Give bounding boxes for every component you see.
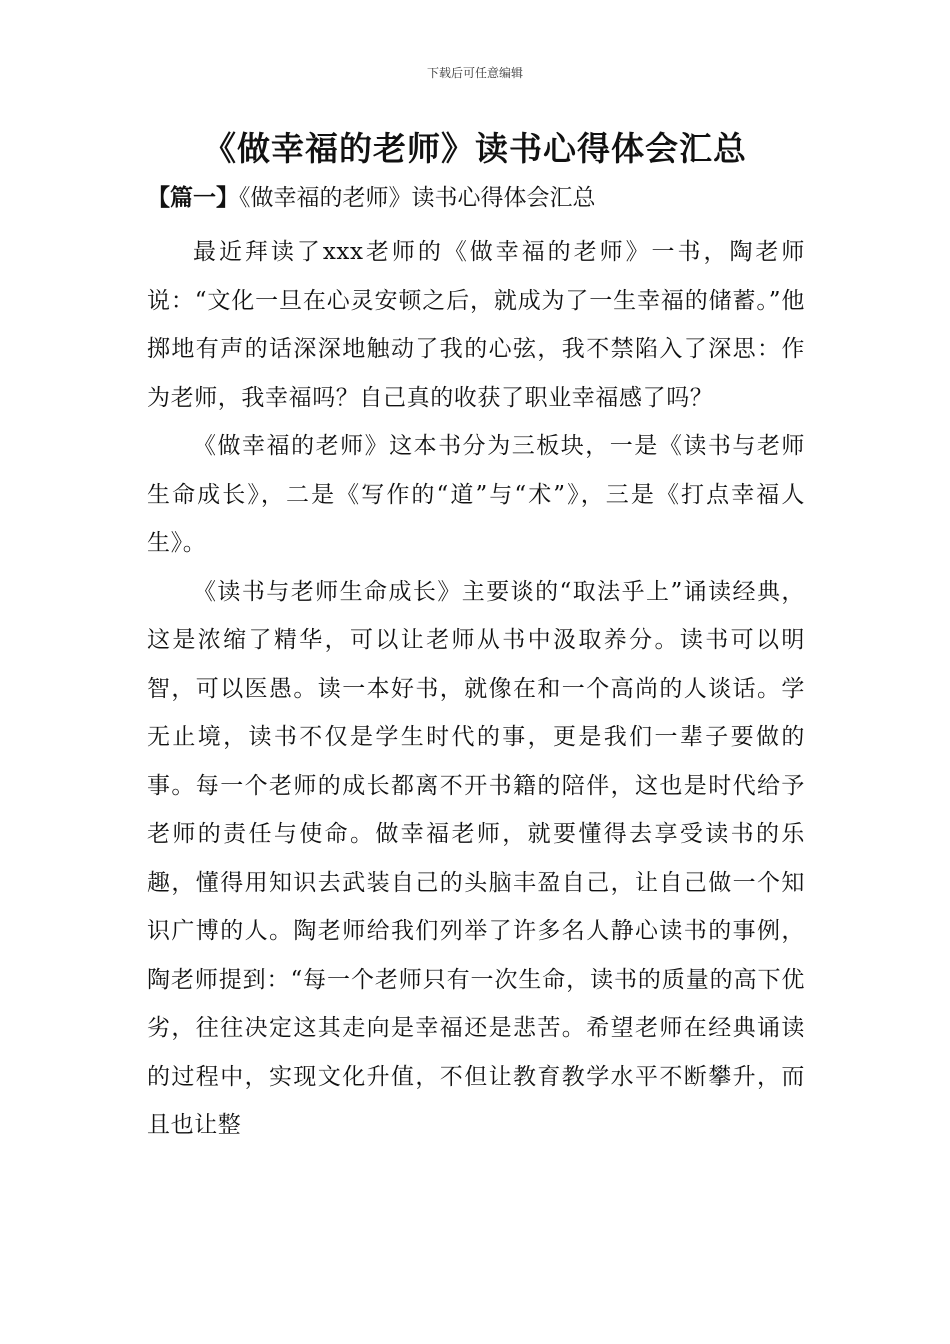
body-paragraph: 《读书与老师生命成长》主要谈的“取法乎上”诵读经典，这是浓缩了精华，可以让老师从书中汲取养分。读书可以明智，可以医愚。读一本好书，就像在和一个高尚的人谈话。学无止境，读书不仅是学生时代的事，更是我们一辈子要做的事。每一个老师的成长都离不开书籍的陪伴，这也是时代给予老师的责任与使命。做幸福老师，就要懂得去享受读书的乐趣，懂得用知识去武装自己的头脑丰盈自己，让自己做一个知识广博的人。陶老师给我们列举了许多名人静心读书的事例，陶老师提到：“每一个老师只有一次生命，读书的质量的高下优劣，往往决定这其走向是幸福还是悲苦。希望老师在经典诵读的过程中，实现文化升值，不但让教育教学水平不断攀升，而且也让整: [147, 578, 805, 1138]
document-body: [147, 228, 805, 1150]
section-label: 【篇一】: [147, 185, 239, 211]
body-paragraph: 最近拜读了xxx老师的《做幸福的老师》一书，陶老师说：“文化一旦在心灵安顿之后，就成为了一生幸福的储蓄。”他掷地有声的话深深地触动了我的心弦，我不禁陷入了深思：作为老师，我幸福吗？自己真的收获了职业幸福感了吗？: [147, 239, 805, 411]
section-heading: [147, 178, 596, 218]
page-header-note: 下载后可任意编辑: [426, 66, 523, 80]
section-heading-text: 《做幸福的老师》读书心得体会汇总: [239, 185, 596, 211]
document-title: 《做幸福的老师》读书心得体会汇总: [203, 129, 747, 168]
body-paragraph: 《做幸福的老师》这本书分为三板块，一是《读书与老师生命成长》，二是《写作的“道”与“术”》，三是《打点幸福人生》。: [147, 433, 805, 556]
